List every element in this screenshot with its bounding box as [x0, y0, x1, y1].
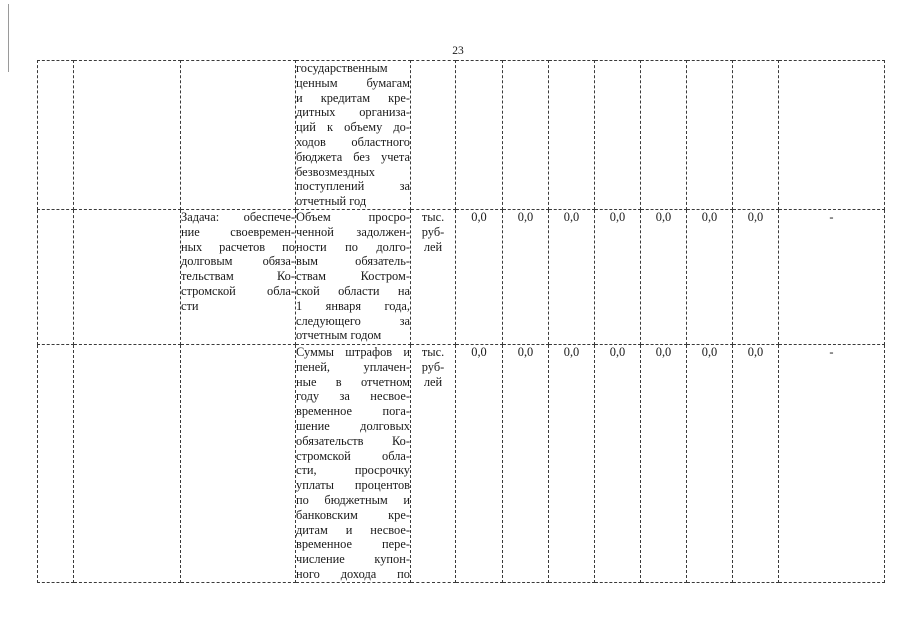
indicator-line: стромской обла- — [296, 448, 410, 463]
task-cell — [181, 210, 296, 345]
indicator-line: 1 января года, — [296, 298, 410, 313]
value-cell: 0,0 — [595, 210, 641, 345]
unit-line: руб- — [421, 359, 445, 374]
indicator-line: дитных организа- — [296, 105, 410, 120]
indicator-line: бюджета без учета — [296, 149, 410, 164]
indicator-cell — [296, 345, 411, 583]
value-cell — [456, 61, 503, 210]
goal-cell — [74, 61, 181, 210]
value-cell: 0,0 — [549, 345, 595, 583]
value-cell: 0,0 — [687, 210, 733, 345]
goal-cell — [74, 210, 181, 345]
indicator-line: следующего за — [296, 313, 410, 328]
indicator-line: Объем просро- — [296, 210, 410, 224]
indicator-cell — [296, 210, 411, 345]
indicator-line: ской области на — [296, 283, 410, 298]
indicator-line: числение купон- — [296, 552, 410, 567]
unit-line: лей — [423, 374, 443, 389]
indicator-line: дитам и несвое- — [296, 522, 410, 537]
value-cell — [503, 61, 549, 210]
unit-line: лей — [423, 239, 443, 254]
indicators-table — [37, 60, 885, 583]
task-cell — [181, 345, 296, 583]
indicator-line: безвозмездных — [296, 164, 375, 179]
indicator-line: ций к объему до- — [296, 120, 410, 135]
indicator-line: и кредитам кре- — [296, 90, 410, 105]
task-line: ных расчетов по — [181, 239, 295, 254]
indicator-line: отчетным годом — [296, 328, 382, 343]
row-number-cell — [38, 210, 74, 345]
task-line: Задача: обеспече- — [181, 210, 295, 224]
indicator-line: поступлений за — [296, 179, 410, 194]
indicator-line: ного дохода по — [296, 566, 410, 581]
indicator-line: ценным бумагам — [296, 75, 410, 90]
value-cell: 0,0 — [641, 210, 687, 345]
indicator-line: отчетный год — [296, 194, 367, 209]
row-number-cell — [38, 345, 74, 583]
indicator-line: временное пога- — [296, 404, 410, 419]
note-cell: - — [779, 345, 885, 583]
table-row — [38, 345, 885, 583]
value-cell — [733, 61, 779, 210]
indicator-line: вым обязатель- — [296, 254, 410, 269]
value-cell: 0,0 — [456, 345, 503, 583]
indicator-line: Суммы штрафов и — [296, 345, 410, 359]
value-cell — [687, 61, 733, 210]
indicator-line: ности по долго- — [296, 239, 410, 254]
indicator-line: пеней, уплачен- — [296, 359, 410, 374]
value-cell: 0,0 — [456, 210, 503, 345]
task-cell — [181, 61, 296, 210]
indicator-line: году за несвое- — [296, 389, 410, 404]
value-cell — [549, 61, 595, 210]
table-row — [38, 210, 885, 345]
indicator-line: государственным — [296, 61, 388, 75]
value-cell: 0,0 — [503, 345, 549, 583]
unit-cell — [411, 61, 456, 210]
task-line: долговым обяза- — [181, 254, 295, 269]
value-cell: 0,0 — [641, 345, 687, 583]
task-line: сти — [181, 298, 199, 313]
note-cell: - — [779, 210, 885, 345]
unit-line: руб- — [421, 224, 445, 239]
goal-cell — [74, 345, 181, 583]
indicator-line: ходов областного — [296, 134, 410, 149]
value-cell: 0,0 — [687, 345, 733, 583]
task-line: стромской обла- — [181, 283, 295, 298]
page-number: 23 — [452, 45, 464, 57]
unit-cell — [411, 345, 456, 583]
scan-edge-line — [8, 4, 9, 72]
indicator-line: ные в отчетном — [296, 374, 410, 389]
indicator-line: обязательств Ко- — [296, 433, 410, 448]
value-cell: 0,0 — [549, 210, 595, 345]
indicator-line: ченной задолжен- — [296, 224, 410, 239]
value-cell: 0,0 — [503, 210, 549, 345]
indicator-line: сти, просрочку — [296, 463, 410, 478]
value-cell — [595, 61, 641, 210]
value-cell: 0,0 — [595, 345, 641, 583]
indicator-cell — [296, 61, 411, 210]
unit-line: тыс. — [421, 345, 445, 359]
task-line: тельствам Ко- — [181, 269, 295, 284]
indicator-line: шение долговых — [296, 418, 410, 433]
unit-cell — [411, 210, 456, 345]
task-line: ние своевремен- — [181, 224, 295, 239]
indicator-line: уплаты процентов — [296, 478, 410, 493]
row-number-cell — [38, 61, 74, 210]
indicator-line: ствам Костром- — [296, 269, 410, 284]
value-cell: 0,0 — [733, 210, 779, 345]
indicator-line: банковским кре- — [296, 507, 410, 522]
unit-line: тыс. — [421, 210, 445, 224]
value-cell: 0,0 — [733, 345, 779, 583]
note-cell — [779, 61, 885, 210]
indicator-line: временное пере- — [296, 537, 410, 552]
indicator-line: по бюджетным и — [296, 492, 410, 507]
table-row — [38, 61, 885, 210]
value-cell — [641, 61, 687, 210]
